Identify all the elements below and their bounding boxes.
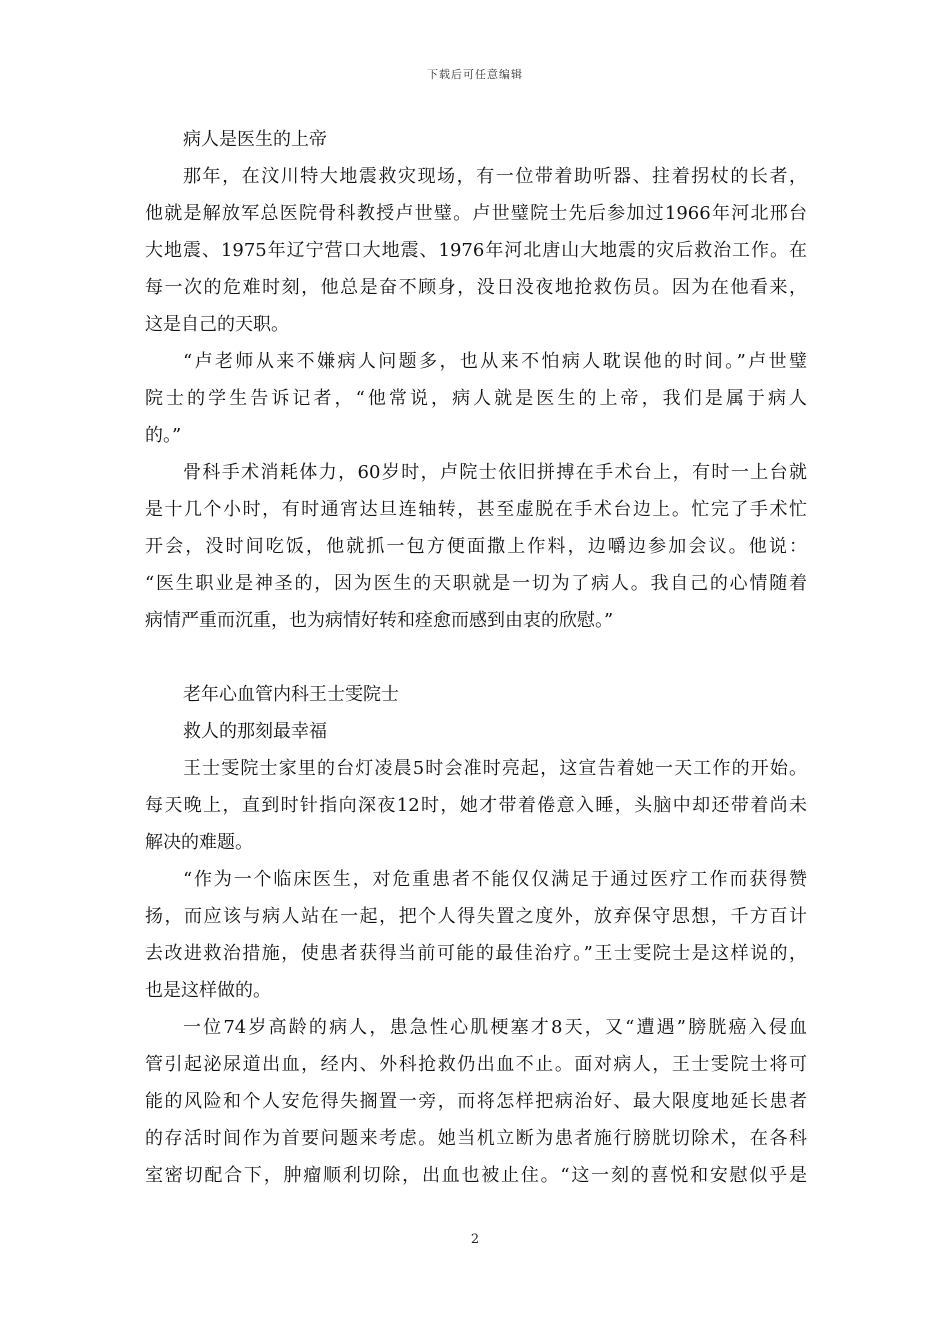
text-line: 能的风险和个人安危得失搁置一旁，而将怎样把病治好、最大限度地延长患者 xyxy=(145,1091,807,1112)
text-line: 解决的难题。 xyxy=(145,832,253,853)
text-line: 救人的那刻最幸福 xyxy=(183,721,327,742)
text-line: 的存活时间作为首要问题来考虑。她当机立断为患者施行膀胱切除术，在各科 xyxy=(145,1128,807,1149)
text-line: 骨科手术消耗体力，60岁时，卢院士依旧拼搏在手术台上，有时一上台就 xyxy=(183,462,807,483)
text-line: 每天晚上，直到时针指向深夜12时，她才带着倦意入睡，头脑中却还带着尚未 xyxy=(145,795,807,816)
text-line: 管引起泌尿道出血，经内、外科抢救仍出血不止。面对病人，王士雯院士将可 xyxy=(145,1054,807,1075)
text-line: 老年心血管内科王士雯院士 xyxy=(183,684,399,705)
text-line: 去改进救治措施，使患者获得当前可能的最佳治疗。”王士雯院士是这样说的， xyxy=(145,943,807,964)
text-line: 这是自己的天职。 xyxy=(145,314,289,335)
text-line: 每一次的危难时刻，他总是奋不顾身，没日没夜地抢救伤员。因为在他看来， xyxy=(145,277,807,298)
page-number: 2 xyxy=(470,1232,480,1247)
text-line: 大地震、1975年辽宁营口大地震、1976年河北唐山大地震的灾后救治工作。在 xyxy=(145,240,807,261)
text-line: 也是这样做的。 xyxy=(145,980,271,1001)
text-line: “作为一个临床医生，对危重患者不能仅仅满足于通过医疗工作而获得赞 xyxy=(183,869,807,890)
text-line: 是十几个小时，有时通宵达旦连轴转，甚至虚脱在手术台边上。忙完了手术忙 xyxy=(145,499,807,520)
text-line: 病情严重而沉重，也为病情好转和痊愈而感到由衷的欣慰。” xyxy=(145,610,614,631)
document-body xyxy=(145,121,807,1194)
text-line: 扬，而应该与病人站在一起，把个人得失置之度外，放弃保守思想，千方百计 xyxy=(145,906,807,927)
blank-line xyxy=(145,639,807,676)
page-header: 下载后可任意编辑 xyxy=(427,68,523,81)
text-line: 一位74岁高龄的病人，患急性心肌梗塞才8天，又“遭遇”膀胱癌入侵血 xyxy=(183,1017,807,1038)
text-line: 开会，没时间吃饭，他就抓一包方便面撒上作料，边嚼边参加会议。他说： xyxy=(145,536,807,557)
text-line: 室密切配合下，肿瘤顺利切除，出血也被止住。“这一刻的喜悦和安慰似乎是 xyxy=(145,1165,807,1186)
text-line: 院士的学生告诉记者，“他常说，病人就是医生的上帝，我们是属于病人 xyxy=(145,388,807,409)
text-line: 的。” xyxy=(145,425,182,446)
text-line: “医生职业是神圣的，因为医生的天职就是一切为了病人。我自己的心情随着 xyxy=(145,573,807,594)
text-line: 那年，在汶川特大地震救灾现场，有一位带着助听器、拄着拐杖的长者， xyxy=(183,166,807,187)
text-line: 他就是解放军总医院骨科教授卢世璧。卢世璧院士先后参加过1966年河北邢台 xyxy=(145,203,807,224)
text-line: 王士雯院士家里的台灯凌晨5时会准时亮起，这宣告着她一天工作的开始。 xyxy=(183,758,807,779)
text-line: “卢老师从来不嫌病人问题多，也从来不怕病人耽误他的时间。”卢世璧 xyxy=(183,351,807,372)
text-line: 病人是医生的上帝 xyxy=(183,129,327,150)
